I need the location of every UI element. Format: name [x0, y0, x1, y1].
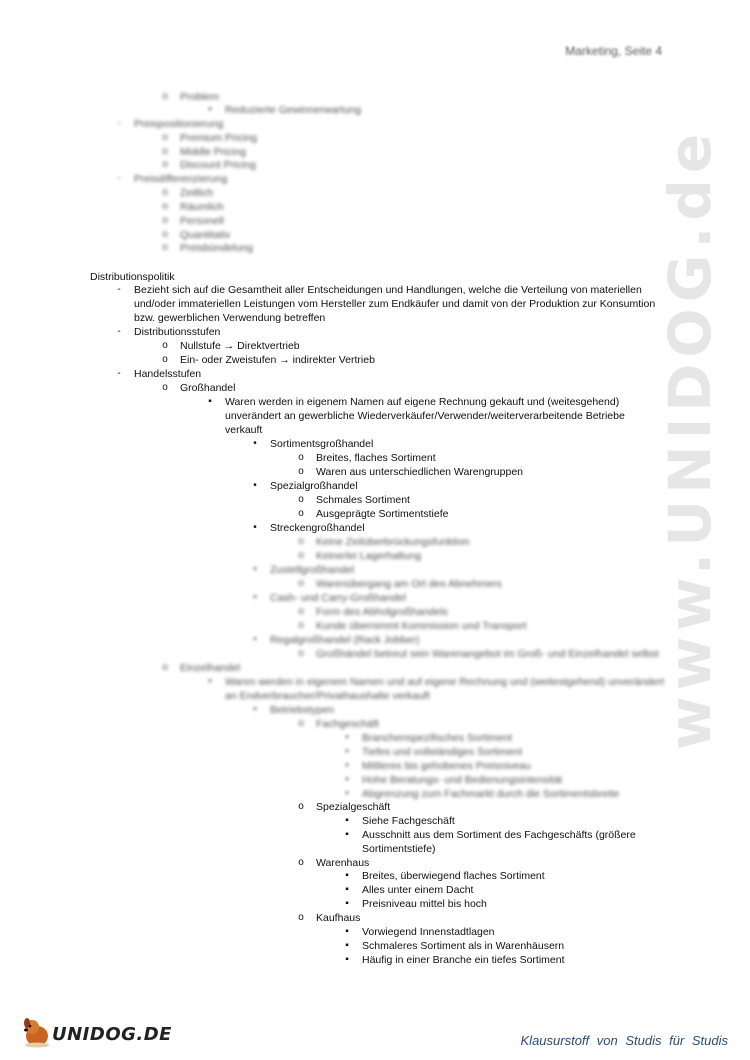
definition-line: verkauft: [225, 424, 263, 436]
list-item: ▪ Alles unter einem Dacht: [345, 884, 474, 896]
watermark: www.UNIDOG.de: [656, 127, 724, 750]
list-item: ▪ Schmaleres Sortiment als in Warenhäusern: [345, 940, 565, 952]
list-item: Sortimentstiefe): [362, 843, 436, 855]
list-item: ▪ Waren werden in eigenem Namen und auf eigene Rechnung und (weitestgehend) unverändert: [208, 676, 665, 688]
list-item: ▪ Hohe Beratungs- und Bedienungsintensität: [345, 774, 563, 786]
definition-line: bzw. gewerblichen Verwendung betreffen: [134, 312, 326, 324]
list-item: ▪ Branchenspezifisches Sortiment: [345, 732, 512, 744]
list-item: ▪ Vorwiegend Innenstadtlagen: [345, 926, 495, 938]
list-item: o Personell: [162, 215, 224, 227]
list-item: o Spezialgeschäft: [298, 801, 391, 813]
list-item: o Warenhaus: [298, 857, 370, 869]
list-item: o Discount Pricing: [162, 159, 256, 171]
definition-line: - Bezieht sich auf die Gesamtheit aller Entscheidungen und Handlungen, welche die Verteilung von materiellen: [117, 284, 642, 296]
list-item: ▪ Mittleres bis gehobenes Preisniveau: [345, 760, 531, 772]
list-item: o Kunde übernimmt Kommission und Transport: [298, 620, 527, 632]
page-header: Marketing, Seite 4: [565, 44, 662, 58]
list-item: ▪ Ausschnitt aus dem Sortiment des Fachgeschäfts (größere: [345, 829, 636, 841]
section-title: Distributionspolitik: [90, 271, 175, 283]
list-item: o Räumlich: [162, 201, 224, 213]
list-item: • Spezialgroßhandel: [253, 480, 358, 492]
list-item: o Kaufhaus: [298, 912, 361, 924]
definition-line: ▪ Waren werden in eigenem Namen auf eigene Rechnung gekauft und (weitesgehend): [208, 396, 620, 408]
list-item: o Ausgeprägte Sortimentstiefe: [298, 508, 449, 520]
list-item: - Preispositionierung: [117, 118, 224, 130]
list-item: o Großhandel: [162, 382, 236, 394]
list-item: o Preisbündelung: [162, 242, 253, 254]
list-item: • Regalgroßhandel (Rack Jobber): [253, 634, 420, 646]
list-item: o Warenübergang am Ort des Abnehmers: [298, 578, 502, 590]
list-item: o Middle Pricing: [162, 146, 246, 158]
list-item: o Form des Abholgroßhandels: [298, 606, 448, 618]
list-item: o Ein- oder Zweistufen → indirekter Vertrieb: [162, 354, 375, 366]
definition-line: und/oder immateriellen Leistungen vom Hersteller zum Endkäufer und damit von der Produktion zur Konsumtion: [134, 298, 656, 310]
list-item: ▪ Preisniveau mittel bis hoch: [345, 898, 487, 910]
list-item: • Zustellgroßhandel: [253, 564, 355, 576]
list-item: ▪ Häufig in einer Branche ein tiefes Sortiment: [345, 954, 565, 966]
list-item: ▪ Tiefes und vollständiges Sortiment: [345, 746, 523, 758]
logo-text: UNIDOG.DE: [52, 1024, 172, 1045]
list-item: - Preisdifferenzierung: [117, 173, 228, 185]
dog-icon: [20, 1014, 54, 1050]
definition-line: unverändert an gewerbliche Wiederverkäufer/Verwender/weiterverarbeitende Betriebe: [225, 410, 625, 422]
list-item: o Problem: [162, 91, 220, 103]
list-item: o Premium Pricing: [162, 132, 258, 144]
list-item: ▪ Abgrenzung zum Fachmarkt durch die Sortimentsbreite: [345, 788, 620, 800]
list-item: o Waren aus unterschiedlichen Warengruppen: [298, 466, 524, 478]
list-item: o Schmales Sortiment: [298, 494, 410, 506]
list-item: o Nullstufe → Direktvertrieb: [162, 340, 300, 352]
list-item: o Breites, flaches Sortiment: [298, 452, 436, 464]
list-item: • Streckengroßhandel: [253, 522, 365, 534]
list-item: ▪ Breites, überwiegend flaches Sortiment: [345, 870, 545, 882]
list-item: • Betriebstypen: [253, 704, 335, 716]
list-item: o Zeitlich: [162, 187, 214, 199]
footer-tagline: Klausurstoff von Studis für Studis: [520, 1033, 728, 1048]
list-item: - Distributionsstufen: [117, 326, 221, 338]
list-item: - Handelsstufen: [117, 368, 202, 380]
list-item: o Großhändel betreut sein Warenangebot im Groß- und Einzelhandel selbst: [298, 648, 659, 660]
list-item: ▪ Siehe Fachgeschäft: [345, 815, 455, 827]
list-item: an Endverbraucher/Privathaushalte verkauft: [225, 690, 430, 702]
unidog-logo[interactable]: [20, 1014, 172, 1050]
list-item: o Fachgeschäft: [298, 718, 380, 730]
list-item: • Sortimentsgroßhandel: [253, 438, 374, 450]
list-item: o Einzelhandel: [162, 662, 241, 674]
list-item: • Cash- und Carry-Großhandel: [253, 592, 406, 604]
list-item: o Keinerlei Lagerhaltung: [298, 550, 422, 562]
list-item: o Quantitativ: [162, 229, 231, 241]
list-item: o Keine Zeitüberbrückungsfunktion: [298, 536, 470, 548]
list-item: ▪ Reduzierte Gewinnerwartung: [208, 104, 361, 116]
